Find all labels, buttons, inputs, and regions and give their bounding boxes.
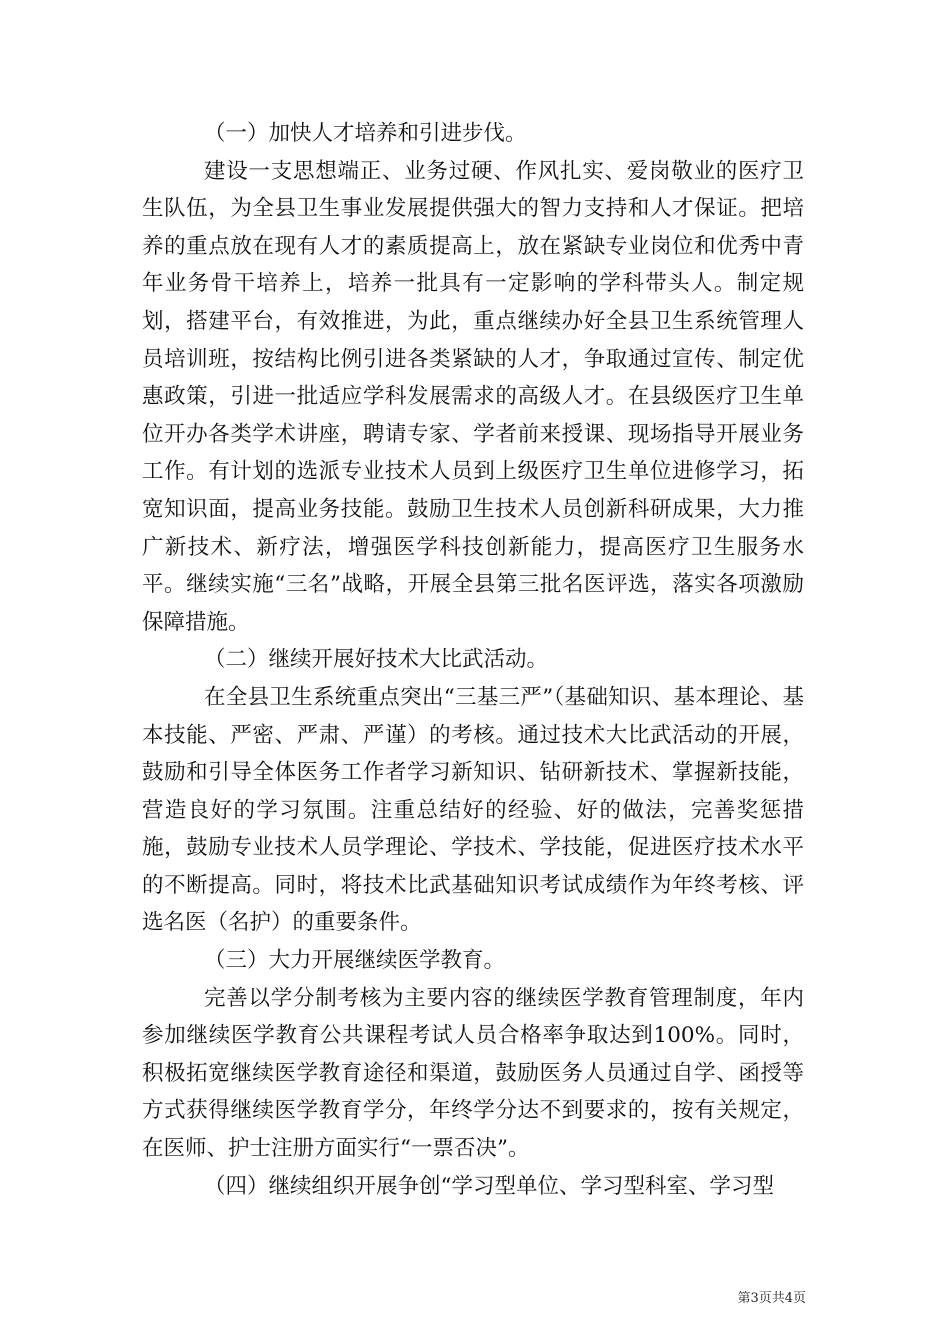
- page-number-footer: 第3页共4页: [737, 1291, 806, 1306]
- section-heading-3: （三）大力开展继续医学教育。: [204, 948, 506, 974]
- document-body: [142, 115, 804, 1205]
- section-paragraph-1: 建设一支思想端正、业务过硬、作风扎实、爱岗敬业的医疗卫生队伍，为全县卫生事业发展提供强大的智力支持和人才保证。把培养的重点放在现有人才的素质提高上，放在紧缺专业岗位和优秀中青年业务骨干培养上，培养一批具有一定影响的学科带头人。制定规划，搭建平台，有效推进，为此，重点继续办好全县卫生系统管理人员培训班，按结构比例引进各类紧缺的人才，争取通过宣传、制定优惠政策，引进一批适应学科发展需求的高级人才。在县级医疗卫生单位开办各类学术讲座，聘请专家、学者前来授课、现场指导开展业务工作。有计划的选派专业技术人员到上级医疗卫生单位进修学习，拓宽知识面，提高业务技能。鼓励卫生技术人员创新科研成果，大力推广新技术、新疗法，增强医学科技创新能力，提高医疗卫生服务水平。继续实施“三名”战略，开展全县第三批名医评选，落实各项激励保障措施。: [142, 158, 804, 635]
- section-heading-1: （一）加快人才培养和引进步伐。: [204, 121, 527, 146]
- section-paragraph-3: 完善以学分制考核为主要内容的继续医学教育管理制度，年内参加继续医学教育公共课程考试人员合格率争取达到100%。同时，积极拓宽继续医学教育途径和渠道，鼓励医务人员通过自学、函授等方式获得继续医学教育学分，年终学分达不到要求的，按有关规定，在医师、护士注册方面实行“一票否决”。: [142, 985, 804, 1162]
- section-heading-4: （四）继续组织开展争创“学习型单位、学习型科室、学习型: [204, 1173, 774, 1199]
- section-heading-2: （二）继续开展好技术大比武活动。: [204, 647, 549, 673]
- section-paragraph-2: 在全县卫生系统重点突出“三基三严”（基础知识、基本理论、基本技能、严密、严肃、严谨）的考核。通过技术大比武活动的开展，鼓励和引导全体医务工作者学习新知识、钻研新技术、掌握新技能，营造良好的学习氛围。注重总结好的经验、好的做法，完善奖惩措施，鼓励专业技术人员学理论、学技术、学技能，促进医疗技术水平的不断提高。同时，将技术比武基础知识考试成绩作为年终考核、评选名医（名护）的重要条件。: [142, 684, 804, 936]
